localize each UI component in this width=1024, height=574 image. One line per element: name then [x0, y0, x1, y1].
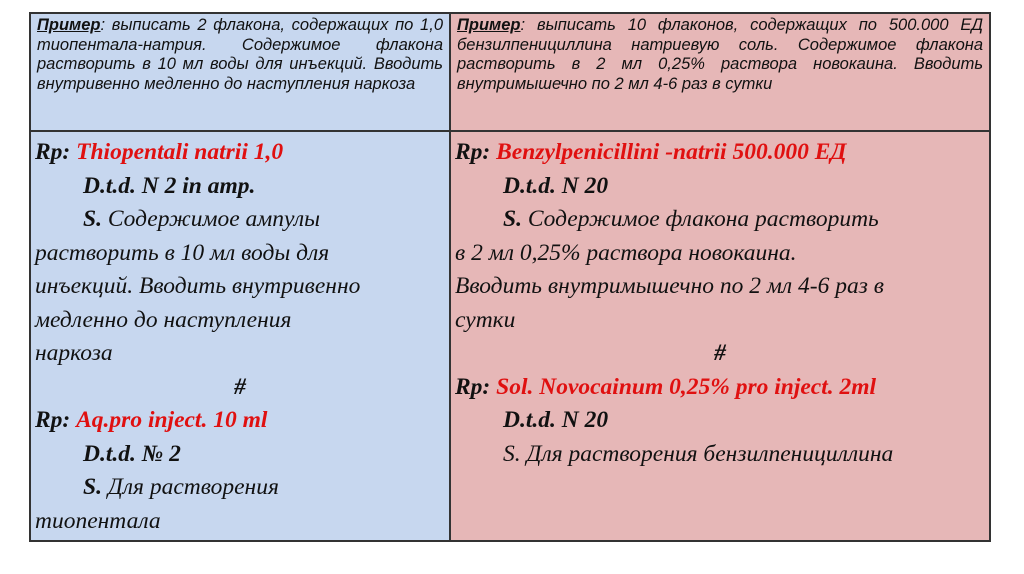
drug-name: Aq.pro inject. 10 ml	[76, 407, 268, 433]
drug-name: Benzylpenicillini -natrii 500.000 ЕД	[496, 139, 847, 165]
left-rx1	[35, 136, 445, 170]
right-separator: #	[714, 340, 726, 366]
prescription-table	[29, 12, 991, 542]
sig-label: S.	[83, 474, 102, 500]
left-sig1-line1	[35, 203, 445, 237]
left-dtd2: D.t.d. № 2	[83, 440, 181, 467]
left-header-text: : выписать 2 флакона, содержащих по 1,0 тиопентала-натрия. Содержимое флакона растворить в 10 мл воды для инъекций. Вводить внутривенно медленно до наступления наркоза	[37, 16, 443, 93]
right-rx1	[455, 136, 985, 170]
sig-label: S.	[503, 206, 522, 232]
left-sig1-line4: медленно до наступления	[35, 306, 292, 333]
sig-text: Для растворения	[107, 474, 279, 500]
left-rx2	[35, 404, 445, 438]
rx-prefix: Rp:	[35, 407, 71, 433]
drug-name: Sol. Novocainum 0,25% pro inject. 2ml	[496, 373, 877, 400]
right-rx2	[455, 371, 985, 405]
drug-name: Thiopentali natrii 1,0	[76, 139, 284, 165]
right-header-label: Пример	[457, 16, 521, 34]
right-sig1-line4: сутки	[455, 306, 516, 333]
right-sig1-line1	[455, 203, 985, 237]
sig-text: Для растворения бензилпенициллина	[526, 440, 894, 467]
right-header-cell	[451, 14, 989, 130]
sig-label: S.	[503, 440, 521, 467]
sig-text: Содержимое ампулы	[107, 206, 320, 232]
left-body-cell	[31, 132, 451, 540]
right-body-cell	[451, 132, 989, 540]
left-sig2-line1	[35, 471, 445, 505]
sig-label: S.	[83, 206, 102, 232]
left-sig1-line2: растворить в 10 мл воды для	[35, 239, 330, 266]
sig-text: Содержимое флакона растворить	[527, 206, 879, 232]
left-sig1-line3: инъекций. Вводить внутривенно	[35, 273, 361, 299]
right-header-text: : выписать 10 флаконов, содержащих по 500.000 ЕД бензилпенициллина натриевую соль. Содержимое флакона растворить в 2 мл 0,25% раствора новокаина. Вводить внутримышечно по 2 мл 4-6 раз в сутки	[457, 16, 983, 93]
right-dtd2: D.t.d. N 20	[503, 407, 609, 433]
left-separator: #	[234, 373, 246, 400]
left-dtd1: D.t.d. N 2 in amp.	[83, 172, 256, 199]
right-sig1-line2: в 2 мл 0,25% раствора новокаина.	[455, 239, 797, 266]
left-header-cell	[31, 14, 451, 130]
right-sig1-line3: Вводить внутримышечно по 2 мл 4-6 раз в	[455, 273, 884, 299]
rx-prefix: Rp:	[455, 139, 491, 165]
rx-prefix: Rp:	[455, 373, 491, 400]
left-header-label: Пример	[37, 16, 101, 34]
right-dtd1: D.t.d. N 20	[503, 172, 609, 199]
right-sig2-line1	[455, 438, 985, 472]
rx-prefix: Rp:	[35, 139, 71, 165]
left-sig2-line2: тиопентала	[35, 507, 161, 534]
left-sig1-line5: наркоза	[35, 340, 113, 366]
